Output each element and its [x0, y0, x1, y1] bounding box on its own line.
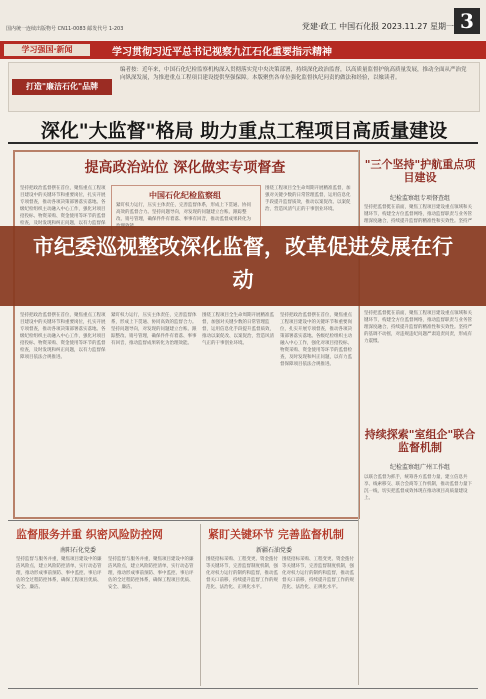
- lower-article1-text-a: 坚持监督与服务并重，聚焦项目建设中的廉洁风险点，建立风险防控清单，实行动态管理，推动形成事前预防、事中监控、事后评估的全过程防控体系，确保工程项目优质、安全、廉洁。: [16, 557, 102, 590]
- notice-text: 紧盯权力运行，压实主体责任，完善监督体系，形成上下贯通、协同高效的监督合力。坚持问题导向，对发现的问题建立台账、跟踪整改、销号管理，确保件件有着落、事事有回音，推动监督成果转化为: [116, 203, 251, 222]
- lower-article1-title: 监督服务并重 织密风险防控网: [16, 528, 163, 541]
- lower-article2-text-a: 围绕招标采购、工程变更、资金拨付等关键环节，完善监督制度机制，强化对权力运行的制约和监督，推动监督关口前移，持续提升监督工作的规范化、法治化、正规化水平。: [206, 557, 278, 590]
- lower-article2-byline: 新疆石油党委: [256, 547, 293, 554]
- editor-note-text: 编者按：近年来，中国石化纪检监察机构深入贯彻落实党中央决策部署，持续深化政治监督，以高质量监督护航高质量发展，推动全面从严治党向纵深发展，为推进重点工程项目建设提供坚强保障。本版聚焦各单位强化监督执纪问责的做法和经验，以飨读者。: [120, 67, 467, 81]
- main-article-col1-lower: 坚持把政治监督摆在首位，聚焦重点工程项目建设中的关键环节和重要岗位，扎实开展专项督查，推动各项决策部署落实落地。各级纪检组织主动融入中心工作，强化对项目招投标、物资采购、资金使用等环节的监督检查，及时发现和纠正问题，以有力监督保障项目依法合规推进。: [20, 313, 106, 360]
- right-article2-text: 以联合监督为抓手，统筹各方监督力量，建立信息共享、线索移交、联合会商等工作机制，推动监督力量下沉一线，切实把监督成效体现在推动项目高质量建设上。: [364, 475, 472, 501]
- lower-article1-byline: 南阳石化党委: [60, 547, 97, 554]
- main-article-subtitle: 提高政治站位 深化做实专项督查: [84, 160, 286, 176]
- page-headline: 深化"大监督"格局 助力重点工程项目高质量建设: [40, 120, 448, 142]
- lower-article2-title: 紧盯关键环节 完善监督机制: [208, 528, 344, 541]
- lower-section-rule: [8, 520, 358, 521]
- page-number: 3: [454, 8, 480, 34]
- right-article-title: "三个坚持"护航重点项目建设: [364, 158, 476, 184]
- notice-title: 中国石化纪检监察组: [149, 191, 221, 200]
- overlay-title: 市纪委巡视整改深化监督，改革促进发展在行动: [33, 235, 453, 292]
- main-article-col4-lower: 坚持把政治监督摆在首位，聚焦重点工程项目建设中的关键环节和重要岗位，扎实开展专项督查，推动各项决策部署落实落地。各级纪检组织主动融入中心工作，强化对项目招投标、物资采购、资金使用等环节的监督检查，及时发现和纠正问题，以有力监督保障项目依法合规推进。: [280, 313, 352, 367]
- masthead-publication-info: 国内统一连续出版物号 CN11-0083 邮发代号 1-203: [6, 26, 124, 32]
- main-article-col3: 围绕工程项目全生命周期开展精准监督，加强对关键少数的日常管理监督，运用信息化手段提升监督质效，推动以案促改、以案促治，营造风清气正的干事创业环境。: [265, 186, 351, 212]
- right-article-text: 坚持把监督挺在前面，聚焦工程项目建设重点领域和关键环节，构建全方位监督网络，推动监督职责与业务管理深度融合，持续提升监督的精准性和实效性。坚持严的基调不动摇，对违规违纪问题严肃追责问责，形成有力震慑。: [364, 311, 472, 344]
- main-article-col3-lower: 围绕工程项目全生命周期开展精准监督，加强对关键少数的日常管理监督，运用信息化手段提升监督质效，推动以案促改、以案促治，营造风清气正的干事创业环境。: [202, 313, 274, 346]
- right-article-byline: 纪检监察组专项督查组: [389, 195, 450, 202]
- right-article-text-upper: 坚持把监督挺在前面，聚焦工程项目建设重点领域和关键环节，构建全方位监督网络，推动监督职责与业务管理深度融合，持续提升监督的精准性和实效性。坚持严: [364, 205, 472, 224]
- masthead-section-date: 党建·政工 中国石化报 2023.11.27 星期一: [302, 22, 454, 31]
- main-article-col2-lower: 紧盯权力运行，压实主体责任，完善监督体系，形成上下贯通、协同高效的监督合力。坚持问题导向，对发现的问题建立台账、跟踪整改、销号管理，确保件件有着落、事事有回音，推动监督成果转化为治理效能。: [111, 313, 197, 346]
- masthead: [0, 0, 486, 40]
- footer-rule: [8, 688, 478, 689]
- lower-column-divider: [200, 524, 201, 686]
- lower-article2-text-b: 围绕招标采购、工程变更、资金拨付等关键环节，完善监督制度机制，强化对权力运行的制约和监督，推动监督关口前移，持续提升监督工作的规范化、法治化、正规化水平。: [282, 557, 354, 590]
- banner-left-label: 学习强国·新闻: [4, 44, 90, 56]
- headline-rule: [8, 142, 478, 144]
- banner-text: 学习贯彻习近平总书记视察九江石化重要指示精神: [112, 47, 332, 58]
- lower-article1-text-b: 坚持监督与服务并重，聚焦项目建设中的廉洁风险点，建立风险防控清单，实行动态管理，推动形成事前预防、事中监控、事后评估的全过程防控体系，确保工程项目优质、安全、廉洁。: [108, 557, 194, 590]
- main-article-col1: 坚持把政治监督摆在首位，聚焦重点工程项目建设中的关键环节和重要岗位，扎实开展专项督查，推动各项决策部署落实落地。各级纪检组织主动融入中心工作，强化对项目招投标、物资采购、资金使用等环节的监督检查，及时发现和纠正问题，以有力监督保: [20, 186, 106, 225]
- editor-note-label: 打造"廉洁石化"品牌: [12, 79, 112, 95]
- right-article2-byline: 纪检监察组广州工作组: [389, 464, 450, 471]
- right-article2-title: 持续探索"室组企"联合监督机制: [364, 428, 476, 454]
